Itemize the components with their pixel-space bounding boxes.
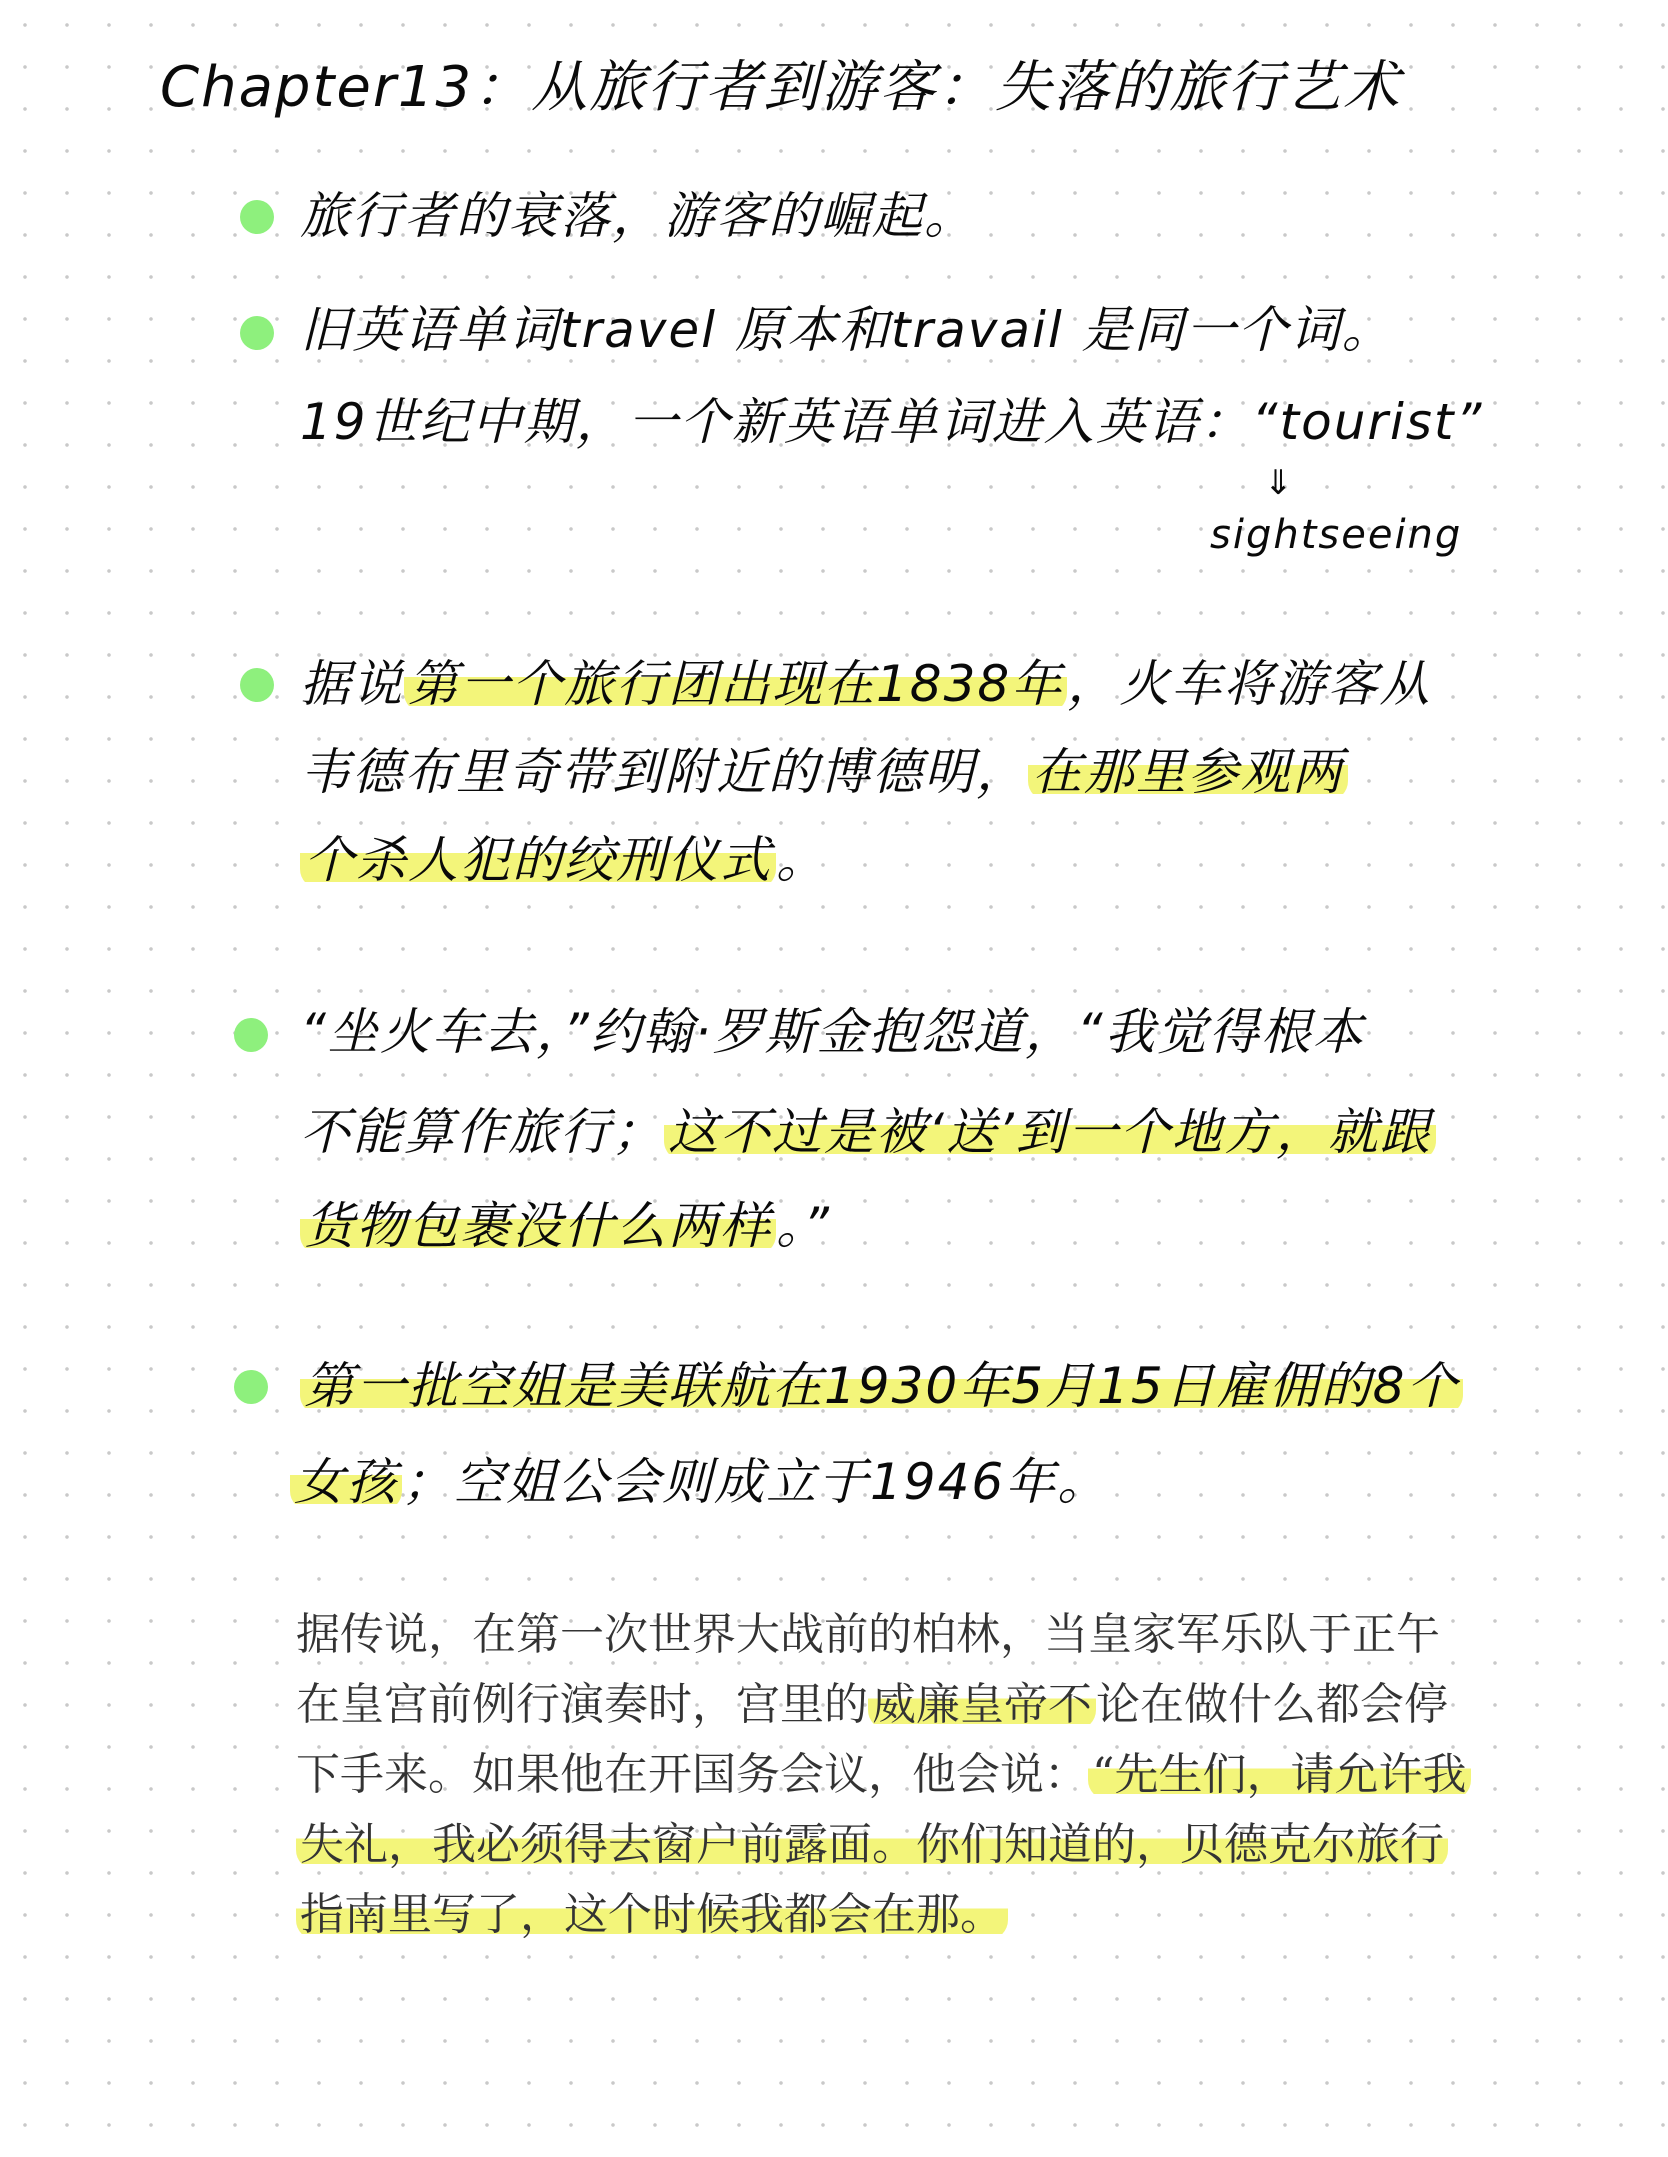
highlighted-text: 失礼，我必须得去窗户前露面。你们知道的，贝德克尔旅行 [296, 1819, 1448, 1870]
typed-quote-block [296, 1600, 1596, 1950]
note-3-line-1 [300, 652, 1431, 716]
highlighted-text: 女孩 [290, 1453, 402, 1511]
note-4-line-3 [300, 1194, 831, 1258]
note-4-line-2 [300, 1100, 1436, 1164]
quote-text: 在皇宫前例行演奏时，宫里的 [296, 1679, 868, 1730]
note-1-text: 旅行者的衰落，游客的崛起。 [300, 187, 976, 245]
bullet-dot [240, 200, 274, 234]
highlighted-text: 威廉皇帝不 [868, 1679, 1096, 1730]
highlighted-text: 第一批空姐是美联航在1930年5月15日雇佣的8个 [300, 1357, 1463, 1415]
highlighted-text: “先生们，请允许我 [1088, 1749, 1471, 1800]
highlighted-text: 货物包裹没什么两样 [300, 1197, 776, 1255]
quote-line [296, 1810, 1596, 1880]
bullet-dot [234, 1370, 268, 1404]
highlighted-text: 这不过是被‘送’到一个地方，就跟 [664, 1103, 1436, 1161]
note-5-text: ；空姐公会则成立于1946年。 [402, 1453, 1110, 1511]
quote-text: 下手来。如果他在开国务会议，他会说： [296, 1749, 1088, 1800]
note-3-text: 韦德布里奇带到附近的博德明， [300, 743, 1028, 801]
highlighted-text: 第一个旅行团出现在1838年 [404, 655, 1067, 713]
note-3-text: 。 [776, 831, 828, 889]
quote-line [296, 1740, 1596, 1810]
quote-line [296, 1880, 1596, 1950]
note-5-line-1 [300, 1354, 1463, 1418]
note-3-text: 据说 [300, 655, 404, 713]
note-5-line-2 [290, 1450, 1109, 1514]
highlighted-text: 个杀人犯的绞刑仪式 [300, 831, 776, 889]
quote-text: 论在做什么都会停 [1096, 1679, 1448, 1730]
note-2-line-2: 19世纪中期，一个新英语单词进入英语：“tourist” [300, 393, 1484, 451]
bullet-dot [240, 668, 274, 702]
note-4-line-1: “坐火车去，”约翰·罗斯金抱怨道，“我觉得根本 [300, 1003, 1365, 1061]
note-3-line-3 [300, 828, 828, 892]
note-4-text: 。” [776, 1197, 831, 1255]
quote-line: 据传说，在第一次世界大战前的柏林，当皇家军乐队于正午 [296, 1609, 1440, 1660]
highlighted-text: 在那里参观两 [1028, 743, 1348, 801]
note-3-line-2 [300, 740, 1348, 804]
note-2-line-1: 旧英语单词travel 原本和travail 是同一个词。 [300, 301, 1394, 359]
bullet-dot [234, 1018, 268, 1052]
bullet-dot [240, 316, 274, 350]
down-arrow-icon: ⇓ [1264, 463, 1295, 503]
page-title: Chapter13：从旅行者到游客：失落的旅行艺术 [160, 55, 1402, 120]
quote-line [296, 1670, 1596, 1740]
sightseeing-annotation: sightseeing [1210, 512, 1463, 558]
note-4-text: 不能算作旅行； [300, 1103, 664, 1161]
highlighted-text: 指南里写了，这个时候我都会在那。 [296, 1889, 1008, 1940]
note-3-text: ，火车将游客从 [1067, 655, 1432, 713]
